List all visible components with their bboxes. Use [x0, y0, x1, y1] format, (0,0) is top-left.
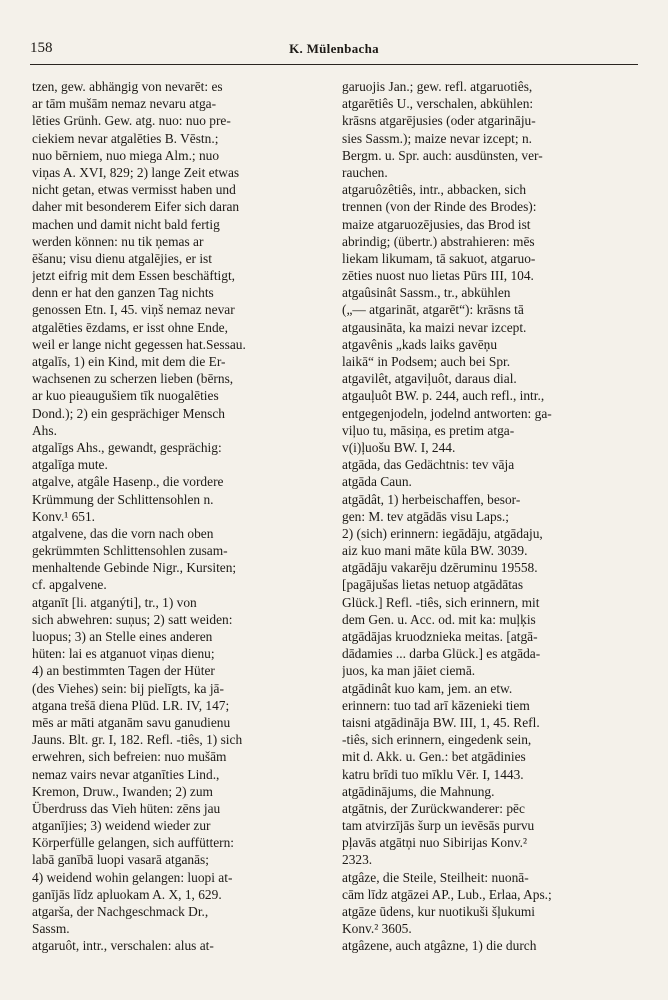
text-line: mit d. Akk. u. Gen.: bet atgādinies [342, 749, 526, 765]
text-line: ciekiem nevar atgalēties B. Vēstn.; [32, 130, 219, 146]
text-line: -tiês, sich erinnern, eingedenk sein, [342, 732, 532, 748]
text-line: nuo bērniem, nuo miega Alm.; nuo [32, 147, 220, 163]
text-line: machen und damit nicht bald fertig [32, 216, 220, 232]
text-line: zēties nuost nuo lietas Pūrs III, 104. [342, 268, 534, 284]
text-line: atgādājas kruodznieka meitas. [atgā- [342, 629, 538, 644]
text-line: Ahs. [32, 422, 57, 438]
text-line: wachsenen zu scherzen lieben (bērns, [32, 371, 234, 387]
text-line: lēties Grünh. Gew. atg. nuo: nuo pre- [32, 113, 231, 129]
text-line: rauchen. [342, 164, 388, 180]
text-line: entgegenjodeln, jodelnd antworten: ga- [342, 405, 552, 421]
text-line: atgalīs, 1) ein Kind, mit dem die Er- [32, 354, 226, 369]
text-line: dādamies ... darba Glück.] es atgāda- [342, 646, 541, 662]
text-line: atgaûsinât Sassm., tr., abkühlen [342, 285, 511, 301]
left-column [32, 78, 326, 955]
text-line: denn er hat den ganzen Tag nichts [32, 285, 214, 301]
text-line: atgausināta, ka maizi nevar izcept. [342, 319, 527, 335]
text-line: nicht getan, etwas vermisst haben und [32, 182, 236, 198]
text-line: 4) weidend wohin gelangen: luopi at- [32, 869, 233, 885]
text-line: laikā“ in Podsem; auch bei Spr. [342, 354, 511, 369]
text-line: cf. apgalvene. [32, 577, 107, 593]
text-line: viņas A. XVI, 829; 2) lange Zeit etwas [32, 164, 240, 180]
right-column [342, 78, 636, 955]
text-line: genossen Etn. I, 45. viņš nemaz nevar [32, 302, 235, 318]
text-line: Bergm. u. Spr. auch: ausdünsten, ver- [342, 147, 543, 163]
text-line: Überdruss das Vieh hüten: zēns jau [32, 800, 221, 816]
text-line: ar tām mušām nemaz nevaru atga- [32, 96, 217, 112]
text-line: atgarša, der Nachgeschmack Dr., [32, 904, 209, 919]
text-line: atgavênis „kads laiks gavēņu [342, 336, 498, 352]
text-line: atgaruôt, intr., verschalen: alus at- [32, 938, 214, 954]
text-line: atgâzene, auch atgâzne, 1) die durch [342, 938, 537, 954]
text-line: erinnern: tuo tad arī kāzenieki tiem [342, 697, 530, 713]
text-line: atgāda Caun. [342, 474, 412, 490]
text-line: nemaz vairs nevar atganīties Lind., [32, 766, 220, 782]
text-line: Konv.² 3605. [342, 921, 412, 937]
text-line: Sassm. [32, 921, 70, 937]
text-line: hüten: lai es atganuot viņas dienu; [32, 646, 215, 662]
text-line: Kremon, Druw., Iwanden; 2) zum [32, 783, 213, 799]
text-line: ēšanu; visu dienu atgalējies, er ist [32, 250, 212, 266]
text-line: mēs ar māti atganām savu ganudienu [32, 714, 231, 730]
text-line: ganījās līdz apluokam A. X, 1, 629. [32, 886, 222, 902]
text-line: daher mit besonderem Eifer sich daran [32, 199, 240, 215]
text-line: 2323. [342, 852, 373, 868]
text-line: atgana trešā diena Plūd. LR. IV, 147; [32, 697, 230, 713]
page-header [30, 40, 638, 64]
text-line: atgavilêt, atgaviļuôt, daraus dial. [342, 371, 517, 387]
text-line: Körperfülle gelangen, sich auffüttern: [32, 835, 235, 851]
text-line: atgalēties ēzdams, er isst ohne Ende, [32, 319, 228, 335]
page-number: 158 [30, 40, 53, 56]
text-line: maize atgaruozējusies, das Brod ist [342, 216, 531, 232]
text-line: atgalvene, das die vorn nach oben [32, 525, 214, 541]
text-line: erwehren, sich befreien: nuo mušām [32, 749, 227, 765]
text-line: tzen, gew. abhängig von nevarēt: es [32, 79, 223, 94]
header-rule [30, 64, 638, 65]
text-line: v(i)ļuošu BW. I, 244. [342, 439, 456, 455]
text-line: dem Gen. u. Acc. od. mit ka: muļķis [342, 611, 536, 627]
text-line: gen: M. tev atgādās visu Laps.; [342, 508, 509, 524]
text-line: tam atvirzījās šurp un ievēsās purvu [342, 818, 535, 834]
text-line: labā ganībā luopi vasarā atganās; [32, 852, 209, 868]
text-line: atgādinājums, die Mahnung. [342, 783, 495, 799]
text-line: atganīt [li. atganýti], tr., 1) von [32, 594, 197, 610]
text-line: Krümmung der Schlittensohlen n. [32, 491, 214, 507]
text-line: 2) (sich) erinnern: iegādāju, atgādaju, [342, 525, 543, 541]
text-line: juos, ka man jāiet ciemā. [342, 663, 476, 679]
text-line: atgaruôzêtiês, intr., abbacken, sich [342, 182, 527, 198]
text-line: [pagājušas lietas netuop atgādātas [342, 577, 524, 593]
running-head: K. Mülenbacha [289, 41, 379, 56]
text-line: katru brīdi tuo mīklu Vēr. I, 1443. [342, 766, 524, 782]
text-line: garuojis Jan.; gew. refl. atgaruotiês, [342, 79, 533, 94]
text-line: atganījies; 3) weidend wieder zur [32, 818, 211, 834]
text-line: jetzt eifrig mit dem Essen beschäftigt, [32, 268, 236, 284]
text-line: atgalve, atgâle Hasenp., die vordere [32, 474, 224, 490]
text-line: menhaltende Gebinde Nigr., Kursiten; [32, 560, 237, 576]
text-line: atgāda, das Gedächtnis: tev vāja [342, 457, 515, 473]
text-line: abrindig; (übertr.) abstrahieren: mēs [342, 233, 535, 249]
text-line: sich abwehren: suņus; 2) satt weiden: [32, 611, 233, 627]
text-line: krāsns atgarējusies (oder atgarināju- [342, 113, 536, 129]
text-line: atgādāju vakarēju dzēruminu 19558. [342, 560, 538, 576]
text-line: weil er lange nicht gegessen hat.Sessau. [32, 336, 246, 352]
text-line: liekam likumam, tā sakuot, atgaruo- [342, 250, 536, 266]
text-line: atgādinât kuo kam, jem. an etw. [342, 680, 513, 696]
text-line: Dond.); 2) ein gesprächiger Mensch [32, 405, 225, 421]
text-line: viļuo tu, māsiņa, es pretim atga- [342, 422, 515, 438]
text-line: atgātnis, der Zurückwanderer: pēc [342, 800, 525, 816]
text-line: atgāze ūdens, kur nuotikuši šļukumi [342, 904, 536, 919]
text-line: pļavās atgātņi nuo Sibirijas Konv.² [342, 835, 528, 851]
text-line: luopus; 3) an Stelle eines anderen [32, 629, 213, 644]
text-line: Konv.¹ 651. [32, 508, 96, 524]
text-line: atgalīgs Ahs., gewandt, gesprächig: [32, 439, 222, 455]
text-line: aiz kuo mani māte kūla BW. 3039. [342, 543, 528, 559]
text-line: 4) an bestimmten Tagen der Hüter [32, 663, 215, 679]
text-line: ar kuo pieaugušiem tīk nuogalēties [32, 388, 219, 404]
text-line: taisni atgādināja BW. III, 1, 45. Refl. [342, 714, 540, 730]
text-line: cām līdz atgāzei AP., Lub., Erlaa, Aps.; [342, 886, 552, 902]
text-line: atgalīga mute. [32, 457, 108, 473]
text-line: (des Viehes) sein: bij pielīgts, ka jā- [32, 680, 224, 696]
text-line: Jauns. Blt. gr. I, 182. Refl. -tiês, 1) sich [32, 732, 243, 748]
text-line: trennen (von der Rinde des Brodes): [342, 199, 537, 215]
text-line: atgâze, die Steile, Steilheit: nuonā- [342, 869, 529, 885]
text-line: atgarētiês U., verschalen, abkühlen: [342, 96, 534, 112]
text-line: atgauļuôt BW. p. 244, auch refl., intr., [342, 388, 545, 404]
text-line: atgādât, 1) herbeischaffen, besor- [342, 491, 521, 507]
text-line: Glück.] Refl. -tiês, sich erinnern, mit [342, 594, 540, 610]
text-line: werden können: nu tik ņemas ar [32, 233, 204, 249]
text-line: gekrümmten Schlittensohlen zusam- [32, 543, 228, 559]
text-line: sies Sassm.); maize nevar izcept; n. [342, 130, 533, 146]
text-line: („— atgarināt, atgarēt“): krāsns tā [342, 302, 524, 318]
